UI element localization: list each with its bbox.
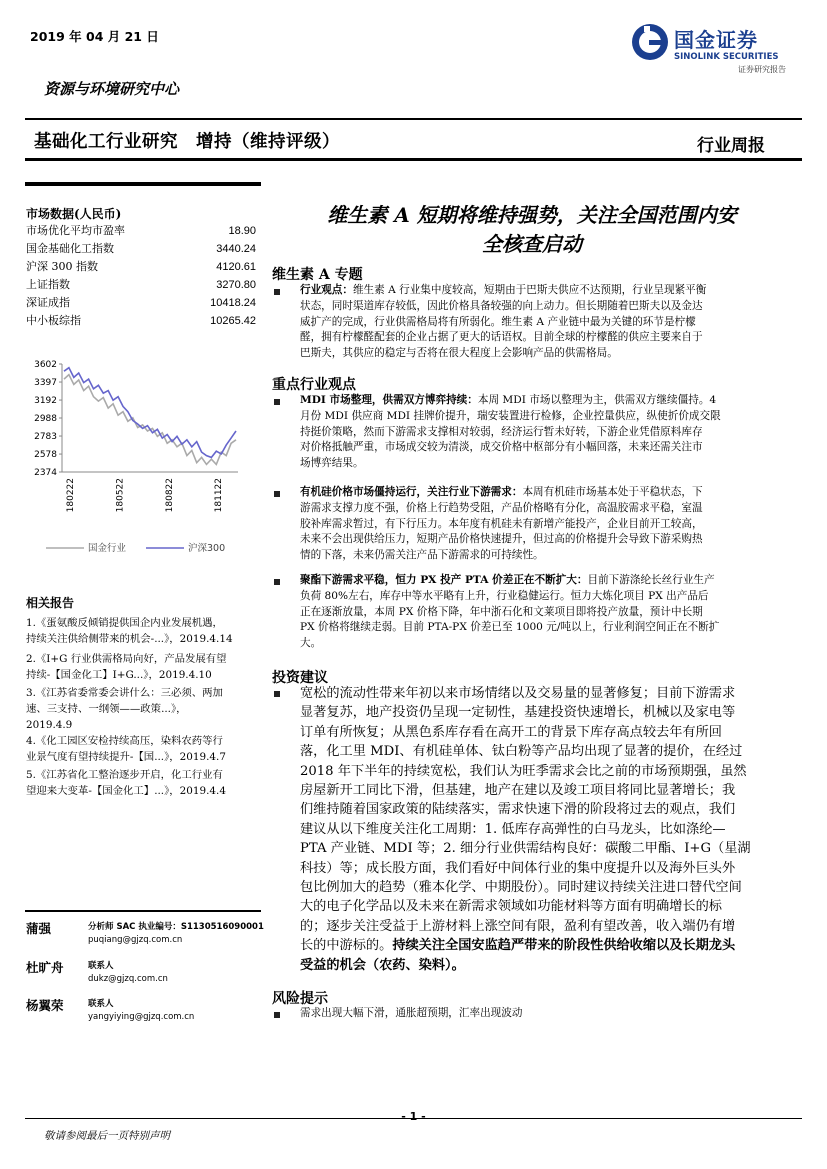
- analyst-info: [88, 998, 194, 1024]
- paragraph-line: 正在逐渐放量，本周 PX 价格下降，年中浙石化和文莱项目即将投产放量，预计中长期: [300, 605, 703, 618]
- market-row: [26, 278, 256, 292]
- analyst-info: [88, 960, 168, 986]
- emphasis-text: 受益的机会（农药、染料）。: [300, 957, 465, 973]
- paragraph-line: 月份 MDI 供应商 MDI 挂牌价提升，瑞安装置进行检修，企业控量供应，纵使折价成交限: [300, 409, 721, 422]
- market-label: 市场优化平均市盈率: [26, 224, 125, 237]
- paragraph-line: 的；逐步关注受益于上游材料上涨空间有限，盈利有望改善，收入端仍有增: [300, 918, 736, 934]
- paragraph-line: 负荷 80%左右，库存中等水平略有上升，行业稳健运行。恒力大炼化项目 PX 出产品后: [300, 589, 709, 602]
- paragraph-line: 未来不会出现供给压力，短期产品价格快速提升，但过高的价格提升会导致下游采购热: [300, 533, 703, 546]
- line-text: 本周有机硅市场基本处于平稳状态，下: [522, 486, 703, 498]
- analyst-role: 联系人: [88, 961, 114, 971]
- index-line-chart: [24, 352, 260, 577]
- headline-line: 维生素 A 短期将维持强势，关注全国范围内安: [327, 203, 737, 227]
- paragraph-line: 状态，同时渠道库存较低，因此价格具备较强的向上动力。但长期随着巴斯夫以及金达: [300, 299, 703, 312]
- bullet-icon: [274, 289, 280, 295]
- related-report-line: 3.《江苏省委常委会讲什么：三必须、两加: [26, 687, 223, 699]
- related-report-line: 持续关注供给侧带来的机会-...》，2019.4.14: [26, 633, 233, 645]
- research-center: 资源与环境研究中心: [44, 80, 180, 98]
- paragraph-line: 持挺价策略，然而下游需求支撑相对较弱，经济运行暂未好转，下游企业凭借原料库存: [300, 425, 703, 438]
- paragraph-line: 科技）等；成长股方面，我们看好中间体行业的集中度提升以及海外巨头外: [300, 860, 736, 876]
- related-report-item: [26, 651, 258, 683]
- analyst-divider: [25, 910, 261, 912]
- investment-paragraph: [300, 684, 790, 975]
- related-report-item: [26, 733, 258, 765]
- market-value: 4120.61: [216, 261, 256, 273]
- analyst-email[interactable]: puqiang@gjzq.com.cn: [88, 935, 183, 945]
- analyst-name: 蒲强: [26, 921, 52, 936]
- paragraph-line: 威扩产的完成，行业供需格局将有所弱化。维生素 A 产业链中最为关键的环节是柠檬: [300, 315, 696, 328]
- paragraph-line: 情的下落，未来仍需关注产品下游需求的可持续性。: [300, 549, 544, 562]
- paragraph-line: 大。: [300, 637, 322, 650]
- mdi-paragraph: [300, 393, 800, 472]
- market-label: 深证成指: [26, 296, 70, 309]
- related-report-line: 1.《蛋氨酸反倾销提供国企内业发展机遇，: [26, 617, 223, 629]
- market-row: [26, 224, 256, 238]
- section-title-risk: 风险提示: [272, 991, 328, 1007]
- line-text: 维生素 A 行业集中度较高，短期由于巴斯夫供应不达预期，行业呈现紧平衡: [352, 284, 707, 296]
- paragraph-line: [300, 936, 790, 955]
- chart-x-tick-label: 180222: [66, 478, 76, 513]
- analyst-role: 分析师 SAC 执业编号：S1130516090001: [88, 922, 264, 932]
- emphasis-text: 持续关注全国安监趋严带来的阶段性供给收缩以及长期龙头: [392, 938, 736, 954]
- related-report-line: 速、三支持、一纲领——政策...》，: [26, 703, 187, 715]
- related-report-line: 持续-【国金化工】I+G...》，2019.4.10: [26, 669, 212, 681]
- market-value: 10265.42: [210, 315, 256, 327]
- paragraph-line: 订单有所恢复；从黑色系库存看在高开工的背景下库存高点较去年有所回: [300, 724, 722, 740]
- related-report-line: 2.《I+G 行业供需格局向好，产品发展有望: [26, 653, 227, 665]
- company-logo: [630, 22, 670, 62]
- related-report-item: [26, 685, 258, 733]
- analyst-info: [88, 921, 264, 947]
- section-title-vitamin-a: 维生素 A 专题: [272, 267, 363, 283]
- paragraph-line: 对价格抵触严重，市场成交较为清淡，成交价格中枢部分有小幅回落，未来还需关注市: [300, 441, 703, 454]
- market-label: 国金基础化工指数: [26, 242, 114, 255]
- chart-y-tick-label: 2374: [34, 468, 57, 478]
- paragraph-line: [300, 573, 800, 589]
- paragraph-line: PTA 产业链、MDI 等；2. 细分行业供需结构良好：碳酸二甲酯、I+G（星湖: [300, 841, 751, 857]
- market-row: [26, 314, 256, 328]
- chart-y-tick-label: 3397: [34, 378, 57, 389]
- paragraph-line: 建议从以下维度关注化工周期：1. 低库存高弹性的白马龙头，比如涤纶—: [300, 821, 726, 837]
- paragraph-line: 场博弈结果。: [300, 457, 364, 470]
- related-report-line: 望迎来大变革-【国金化工】...》，2019.4.4: [26, 785, 226, 797]
- chart-y-tick-label: 3192: [34, 396, 57, 407]
- paragraph-line: 大的电子化学品以及未来在新需求领域如功能材料等方面有明确增长的标: [300, 899, 722, 915]
- lead-text: 行业观点：: [300, 284, 353, 296]
- related-heading: 相关报告: [26, 596, 75, 610]
- analyst-email[interactable]: yangyiying@gjzq.com.cn: [88, 1012, 195, 1022]
- paragraph-line: 落，化工里 MDI、有机硅单体、钛白粉等产品均出现了显著的提价，在经过: [300, 744, 743, 760]
- report-title: 基础化工行业研究 增持（维持评级）: [34, 132, 340, 152]
- market-row: [26, 260, 256, 274]
- market-label: 上证指数: [26, 278, 70, 291]
- chart-x-tick-label: 180822: [164, 478, 175, 513]
- chart-y-tick-label: 2578: [34, 450, 57, 461]
- bullet-icon: [274, 399, 280, 405]
- page-number: - 1 -: [401, 1110, 426, 1123]
- silicone-paragraph: [300, 485, 800, 564]
- line-text: 本周 MDI 市场以整理为主，供需双方继续僵持。4: [477, 394, 717, 406]
- analyst-name: 杜旷舟: [26, 960, 64, 975]
- headline-line: 全核查启动: [482, 232, 582, 256]
- chart-series-line: [64, 368, 236, 458]
- chart-x-tick-label: 181122: [214, 478, 225, 513]
- market-label: 中小板综指: [26, 314, 81, 327]
- lead-text: 有机硅价格市场僵持运行，关注行业下游需求：: [300, 486, 523, 498]
- chart-y-tick-label: 2988: [34, 414, 57, 424]
- chart-legend-label: 沪深300: [188, 543, 226, 554]
- market-label: 沪深 300 指数: [26, 260, 98, 273]
- brand-subtitle: 证券研究报告: [738, 65, 786, 74]
- chart-y-tick-label: 2783: [34, 432, 57, 443]
- logo-mark-icon: [630, 22, 670, 62]
- paragraph-line: PX 价格将继续走弱。目前 PTA-PX 价差已至 1000 元/吨以上，行业利润空间正在不断扩: [300, 621, 720, 634]
- sidebar-top-rule: [25, 182, 261, 186]
- paragraph-line: 醛，拥有柠檬醛配套的企业占据了更大的话语权。目前全球的柠檬醛的供应主要来自于: [300, 331, 703, 344]
- related-report-line: 5.《江苏省化工整治逐步开启，化工行业有: [26, 769, 223, 781]
- paragraph-line: 们维持随着国家政策的陆续落实，需求快速下滑的阶段将过去的观点，我们: [300, 802, 736, 818]
- related-report-item: [26, 767, 258, 799]
- paragraph-line: [300, 956, 790, 975]
- paragraph-line: 胶补库需求暂过，有下行压力。本年度有机硅未有新增产能投产，企业目前开工较高，: [300, 517, 703, 530]
- related-report-item: [26, 615, 258, 647]
- lead-text: 聚酯下游需求平稳，恒力 PX 投产 PTA 价差正在不断扩大：: [300, 574, 588, 586]
- analyst-name: 杨翼荣: [26, 998, 64, 1013]
- risk-paragraph: 需求出现大幅下滑，通胀超预期，汇率出现波动: [300, 1007, 523, 1019]
- paragraph-line: 游需求支撑力度不强，价格上行趋势受阻，产品价格略有分化，高温胶需求平稳，室温: [300, 501, 703, 514]
- related-report-line: 2019.4.9: [26, 719, 73, 731]
- market-value: 10418.24: [210, 297, 256, 309]
- polyester-paragraph: [300, 573, 800, 652]
- report-date: 2019 年 04 月 21 日: [30, 29, 159, 44]
- bullet-icon: [274, 491, 280, 497]
- paragraph-line: 包比例加大的趋势（雅本化学、中期股份）。同时建议持续关注进口替代空间: [300, 880, 742, 896]
- chart-legend-label: 国金行业: [88, 543, 127, 554]
- paragraph-line: 宽松的流动性带来年初以来市场情绪以及交易量的显著修复；目前下游需求: [300, 686, 736, 701]
- market-row: [26, 242, 256, 256]
- footer-disclaimer: 敬请参阅最后一页特别声明: [44, 1130, 170, 1142]
- paragraph-line: 房屋新开工同比下滑，但基建，地产在建以及竣工项目将同比显著增长；我: [300, 783, 736, 799]
- market-data-heading: 市场数据(人民币): [26, 207, 122, 221]
- header-rule-top: [25, 118, 802, 120]
- line-text: 长的中游标的。: [300, 938, 393, 954]
- market-value: 3270.80: [216, 279, 256, 291]
- paragraph-line: 巴斯夫，其供应的稳定与否将在很大程度上会影响产品的供需格局。: [300, 347, 618, 360]
- brand-name-cn: 国金证券: [674, 28, 758, 52]
- market-row: [26, 296, 256, 310]
- analyst-role: 联系人: [88, 999, 114, 1009]
- paragraph-line: [300, 485, 800, 501]
- report-type: 行业周报: [697, 136, 765, 156]
- chart-y-tick-label: 3602: [34, 360, 57, 370]
- chart-series-line: [64, 375, 236, 465]
- brand-name-en: SINOLINK SECURITIES: [674, 52, 779, 62]
- market-value: 18.90: [228, 225, 256, 237]
- related-report-line: 业景气度有望持续提升-【国...》，2019.4.7: [26, 751, 226, 763]
- bullet-icon: [274, 579, 280, 585]
- analyst-email[interactable]: dukz@gjzq.com.cn: [88, 974, 168, 984]
- lead-text: MDI 市场整理，供需双方博弈持续：: [300, 394, 478, 406]
- chart-x-tick-label: 180522: [115, 478, 126, 513]
- paragraph-line: 2018 年下半年的持续宽松，我们认为旺季需求会比之前的市场预期强，虽然: [300, 763, 747, 779]
- paragraph-line: [300, 283, 800, 299]
- paragraph-line: [300, 393, 800, 409]
- section-title-key-views: 重点行业观点: [272, 377, 356, 393]
- related-report-line: 4.《化工园区安检持续高压，染料农药等行: [26, 735, 223, 747]
- bullet-icon: [274, 691, 280, 697]
- bullet-icon: [274, 1012, 280, 1018]
- paragraph-line: 显著复苏，地产投资仍呈现一定韧性，基建投资快速增长，机械以及家电等: [300, 705, 736, 721]
- vitamin-a-paragraph: [300, 283, 800, 362]
- section-title-investment: 投资建议: [272, 670, 328, 686]
- headline: [262, 201, 802, 259]
- line-text: 目前下游涤纶长丝行业生产: [587, 574, 715, 586]
- market-value: 3440.24: [216, 243, 256, 255]
- header-rule-bottom: [25, 158, 802, 161]
